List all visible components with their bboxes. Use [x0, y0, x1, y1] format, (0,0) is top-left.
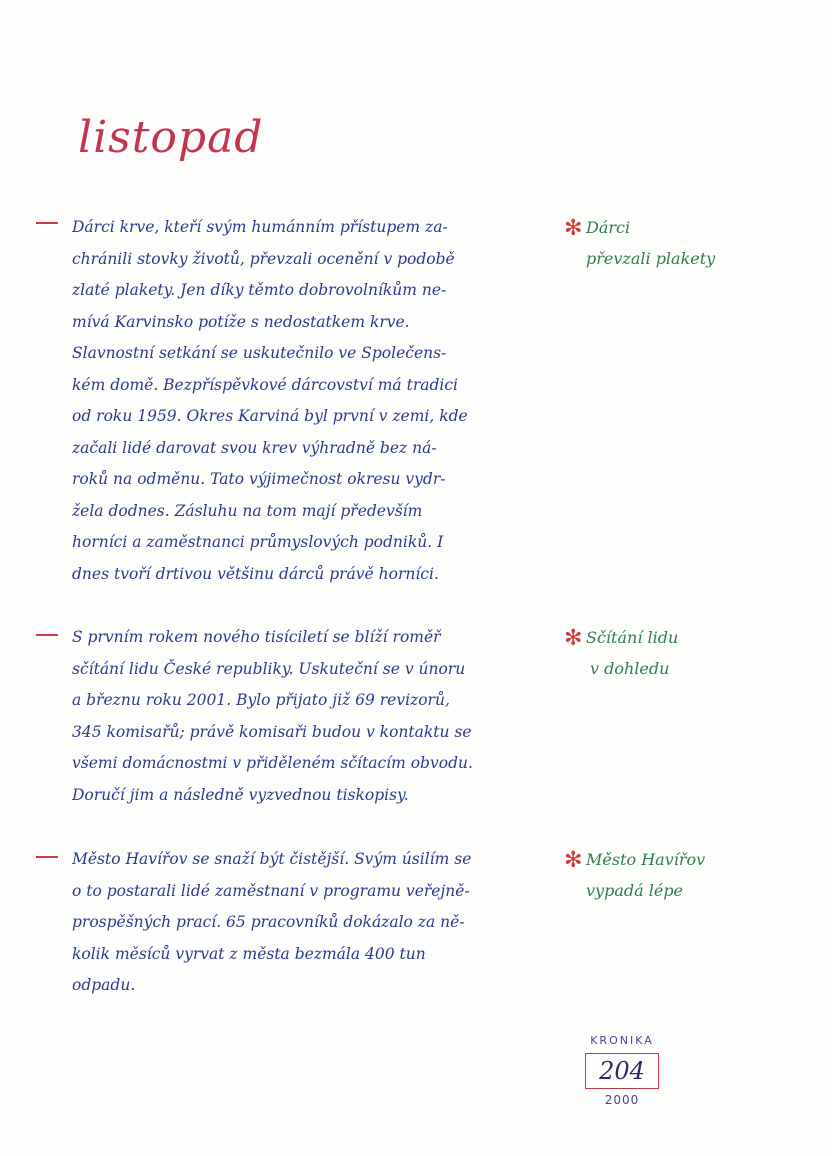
- text-line: o to postarali lidé zaměstnaní v programu veřejně-: [72, 881, 470, 900]
- entry-text: [72, 622, 560, 811]
- text-line: horníci a zaměstnanci průmyslových podniků. I: [72, 533, 444, 551]
- text-line: S prvním rokem nového tisíciletí se blíží roměř: [72, 628, 441, 646]
- entry-text: [72, 212, 560, 590]
- text-line: Dárci krve, kteří svým humánním přístupem za-: [72, 218, 448, 236]
- stamp-page-number: 204: [585, 1053, 659, 1089]
- entry-dash: [36, 856, 58, 858]
- margin-note-line: Dárci: [586, 218, 631, 237]
- stamp-year: 2000: [604, 1093, 640, 1107]
- text-line: Slavnostní setkání se uskutečnilo ve Společens-: [72, 344, 447, 362]
- entry-dash: [36, 634, 58, 636]
- text-line: a březnu roku 2001. Bylo přijato již 69 revizorů,: [72, 691, 450, 709]
- text-line: začali lidé darovat svou krev výhradně bez ná-: [72, 438, 437, 457]
- text-line: sčítání lidu České republiky. Uskuteční se v únoru: [72, 659, 466, 678]
- entry-dash: [36, 222, 58, 224]
- text-line: kém domě. Bezpříspěvkové dárcovství má tradici: [72, 375, 459, 394]
- asterisk-icon: ✻: [564, 216, 583, 241]
- margin-note-line: Sčítání lidu: [586, 628, 679, 647]
- asterisk-icon: ✻: [564, 848, 583, 873]
- text-line: odpadu.: [72, 976, 136, 994]
- stamp-label: KRONIKA: [590, 1034, 654, 1047]
- margin-note-line: Město Havířov: [586, 850, 706, 869]
- entry-text: [72, 844, 560, 1002]
- text-line: zlaté plakety. Jen díky těmto dobrovolníkům ne-: [72, 281, 447, 299]
- text-line: mívá Karvinsko potíže s nedostatkem krve.: [72, 312, 410, 331]
- margin-note: [586, 844, 786, 906]
- margin-note-line: převzali plakety: [586, 249, 716, 268]
- margin-note: [586, 212, 786, 274]
- page-title: listopad: [78, 112, 264, 163]
- text-line: chránili stovky životů, převzali ocenění v podobě: [72, 249, 455, 268]
- margin-note-line: vypadá lépe: [586, 881, 684, 900]
- asterisk-icon: ✻: [564, 626, 583, 651]
- text-line: roků na odměnu. Tato výjimečnost okresu vydr-: [72, 470, 446, 488]
- text-line: dnes tvoří drtivou většinu dárců právě horníci.: [72, 564, 439, 583]
- text-line: žela dodnes. Zásluhu na tom mají především: [72, 501, 423, 520]
- text-line: kolik měsíců vyrvat z města bezmála 400 tun: [72, 944, 426, 963]
- chronicle-stamp: [574, 1030, 670, 1120]
- text-line: od roku 1959. Okres Karviná byl první v zemi, kde: [72, 407, 468, 425]
- text-line: Město Havířov se snaží být čistější. Svým úsilím se: [72, 850, 472, 868]
- margin-note: [586, 622, 786, 684]
- text-line: prospěšných prací. 65 pracovníků dokázalo za ně-: [72, 913, 465, 931]
- text-line: všemi domácnostmi v přiděleném sčítacím obvodu.: [72, 754, 473, 772]
- text-line: Doručí jim a následně vyzvednou tiskopisy.: [72, 785, 409, 804]
- margin-note-line: v dohledu: [590, 659, 670, 678]
- text-line: 345 komisařů; právě komisaři budou v kontaktu se: [72, 722, 472, 741]
